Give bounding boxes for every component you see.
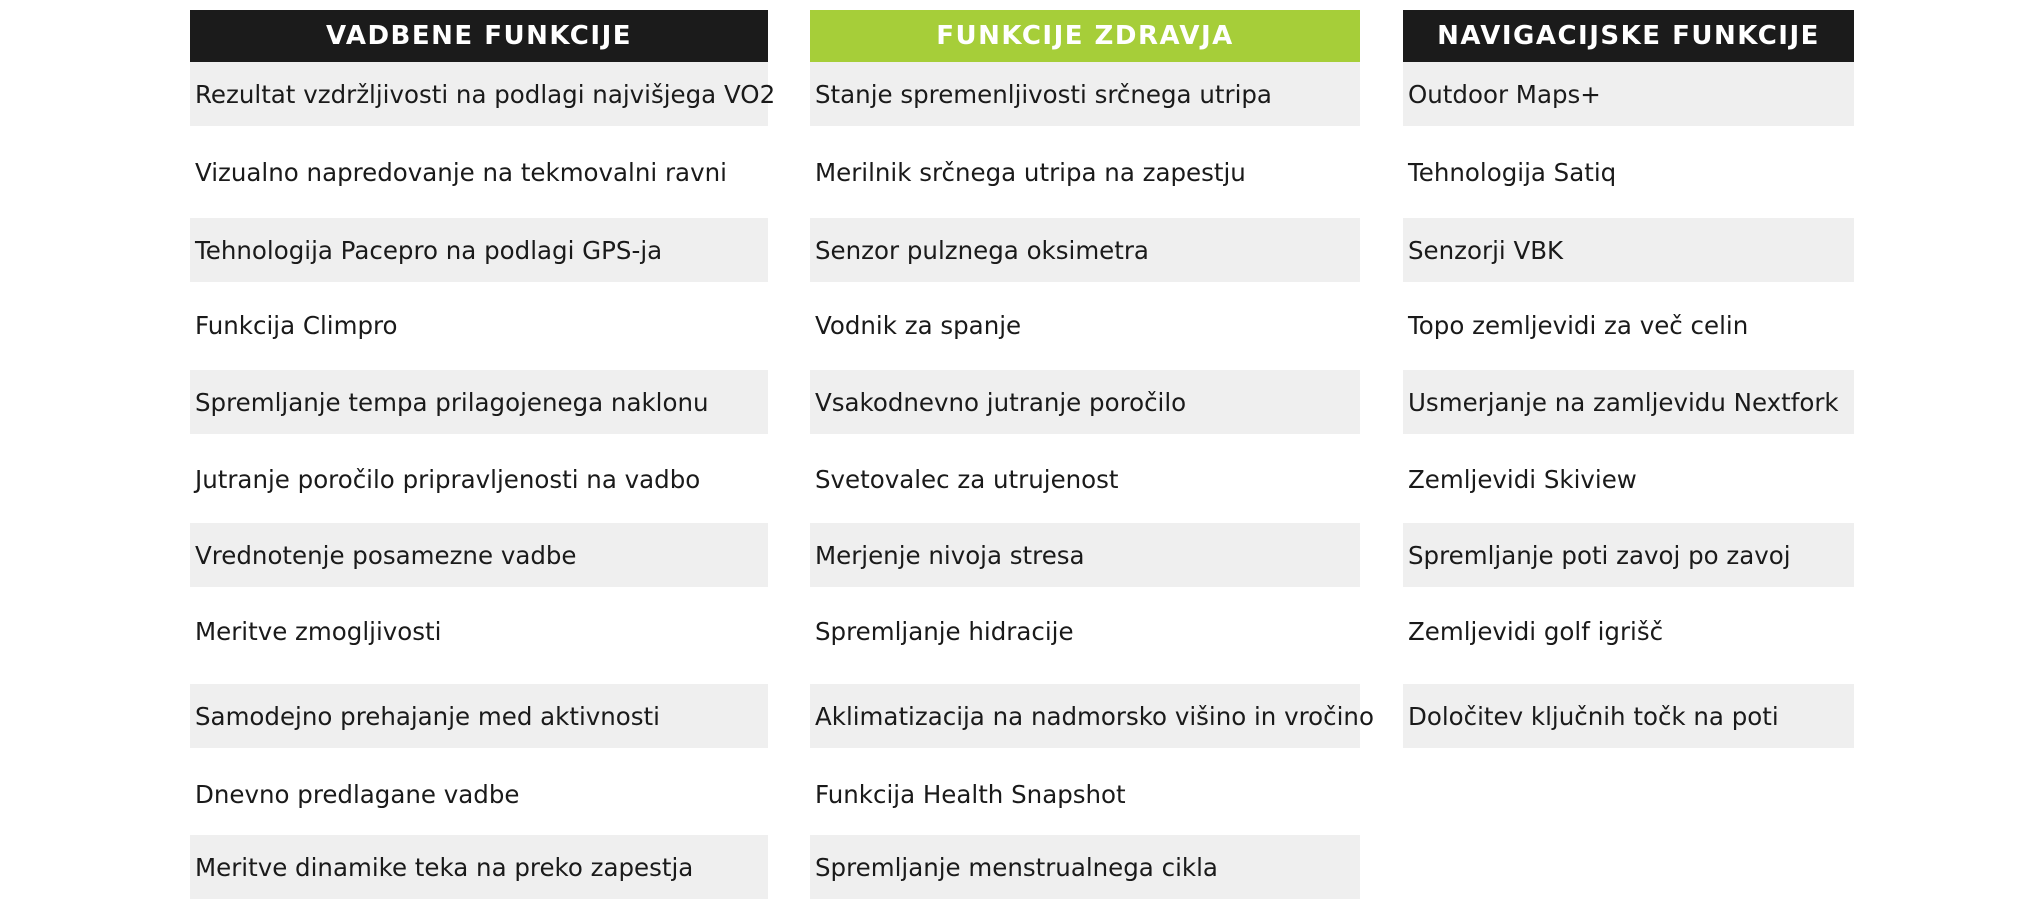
table-row: Spremljanje poti zavoj po zavoj bbox=[1403, 523, 1854, 587]
table-row: Senzorji VBK bbox=[1403, 218, 1854, 282]
table-row: Funkcija Climpro bbox=[195, 310, 398, 340]
table-row: Določitev ključnih točk na poti bbox=[1403, 684, 1854, 748]
table-row: Tehnologija Pacepro na podlagi GPS-ja bbox=[190, 218, 768, 282]
column-header-training: VADBENE FUNKCIJE bbox=[190, 10, 768, 62]
table-row: Merilnik srčnega utripa na zapestju bbox=[815, 157, 1246, 187]
table-row: Vizualno napredovanje na tekmovalni ravni bbox=[195, 157, 727, 187]
table-row: Vrednotenje posamezne vadbe bbox=[190, 523, 768, 587]
table-row: Usmerjanje na zamljevidu Nextfork bbox=[1403, 370, 1854, 434]
table-row: Stanje spremenljivosti srčnega utripa bbox=[810, 62, 1360, 126]
table-row: Jutranje poročilo pripravljenosti na vadbo bbox=[195, 464, 701, 494]
table-row: Zemljevidi golf igrišč bbox=[1408, 616, 1664, 646]
table-row: Funkcija Health Snapshot bbox=[815, 779, 1126, 809]
table-row: Spremljanje tempa prilagojenega naklonu bbox=[190, 370, 768, 434]
table-row: Vsakodnevno jutranje poročilo bbox=[810, 370, 1360, 434]
table-row: Dnevno predlagane vadbe bbox=[195, 779, 520, 809]
column-header-navigation: NAVIGACIJSKE FUNKCIJE bbox=[1403, 10, 1854, 62]
table-row: Meritve zmogljivosti bbox=[195, 616, 442, 646]
table-row: Zemljevidi Skiview bbox=[1408, 464, 1637, 494]
table-row: Senzor pulznega oksimetra bbox=[810, 218, 1360, 282]
table-row: Samodejno prehajanje med aktivnosti bbox=[190, 684, 768, 748]
column-header-health: FUNKCIJE ZDRAVJA bbox=[810, 10, 1360, 62]
table-row: Rezultat vzdržljivosti na podlagi najvišjega VO2 bbox=[190, 62, 768, 126]
table-row: Tehnologija Satiq bbox=[1408, 157, 1617, 187]
table-row: Meritve dinamike teka na preko zapestja bbox=[190, 835, 768, 899]
table-row: Svetovalec za utrujenost bbox=[815, 464, 1119, 494]
table-row: Aklimatizacija na nadmorsko višino in vročino bbox=[810, 684, 1360, 748]
table-row: Vodnik za spanje bbox=[815, 310, 1022, 340]
table-row: Spremljanje menstrualnega cikla bbox=[810, 835, 1360, 899]
table-row: Outdoor Maps+ bbox=[1403, 62, 1854, 126]
table-row: Spremljanje hidracije bbox=[815, 616, 1074, 646]
table-row: Merjenje nivoja stresa bbox=[810, 523, 1360, 587]
table-row: Topo zemljevidi za več celin bbox=[1408, 310, 1749, 340]
